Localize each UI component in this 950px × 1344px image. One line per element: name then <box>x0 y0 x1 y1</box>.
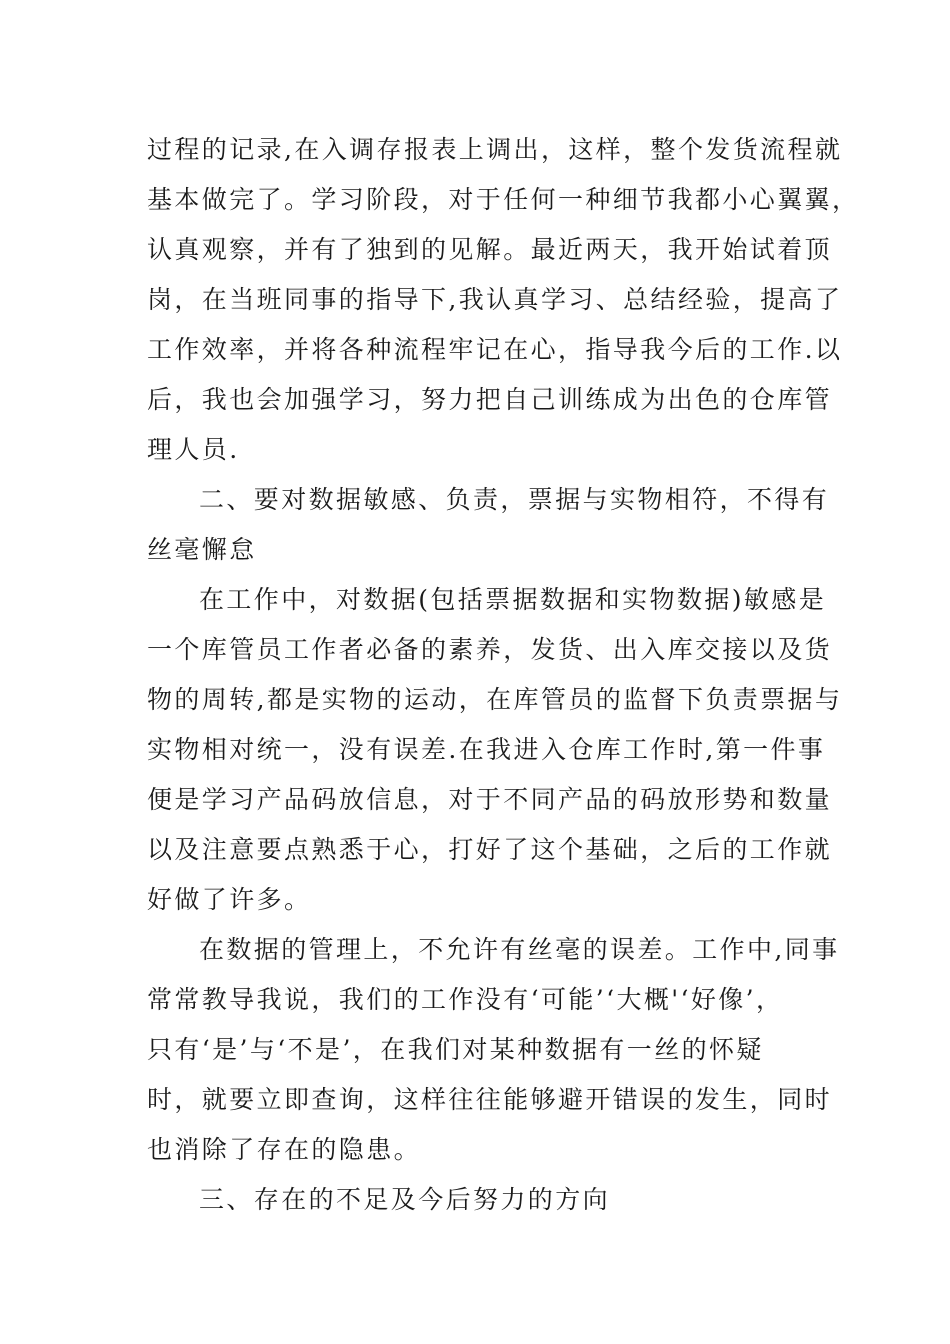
text-line: 基本做完了。学习阶段，对于任何一种细节我都小心翼翼， <box>147 185 860 214</box>
text-line: 只有‘是’与‘不是’，在我们对某种数据有一丝的怀疑 <box>147 1035 764 1064</box>
text-line: 物的周转,都是实物的运动，在库管员的监督下负责票据与 <box>147 685 843 714</box>
text-line: 也消除了存在的隐患。 <box>147 1135 422 1164</box>
text-line: 过程的记录,在入调存报表上调出，这样，整个发货流程就 <box>147 135 843 164</box>
text-line: 工作效率，并将各种流程牢记在心，指导我今后的工作.以 <box>147 335 843 364</box>
text-line: 认真观察，并有了独到的见解。最近两天，我开始试着顶 <box>147 235 833 264</box>
text-line: 在工作中，对数据(包括票据数据和实物数据)敏感是 <box>199 585 827 614</box>
section-heading-2-continued: 丝毫懈怠 <box>147 535 257 564</box>
text-line: 以及注意要点熟悉于心，打好了这个基础，之后的工作就 <box>147 835 833 864</box>
text-line: 好做了许多。 <box>147 885 312 914</box>
text-line: 在数据的管理上，不允许有丝毫的误差。工作中,同事 <box>199 935 840 964</box>
text-line: 岗，在当班同事的指导下,我认真学习、总结经验，提高了 <box>147 285 843 314</box>
text-line: 实物相对统一，没有误差.在我进入仓库工作时,第一件事 <box>147 735 826 764</box>
text-line: 一个库管员工作者必备的素养，发货、出入库交接以及货 <box>147 635 833 664</box>
text-line: 便是学习产品码放信息，对于不同产品的码放形势和数量 <box>147 785 833 814</box>
text-line: 后，我也会加强学习，努力把自己训练成为出色的仓库管 <box>147 385 833 414</box>
text-line: 时，就要立即查询，这样往往能够避开错误的发生，同时 <box>147 1085 833 1114</box>
text-line: 常常教导我说，我们的工作没有‘可能’‘大概'‘好像’， <box>147 985 784 1014</box>
section-heading-2: 二、要对数据敏感、负责，票据与实物相符，不得有 <box>199 485 830 514</box>
section-heading-3: 三、存在的不足及今后努力的方向 <box>199 1185 611 1214</box>
text-line: 理人员. <box>147 435 240 464</box>
